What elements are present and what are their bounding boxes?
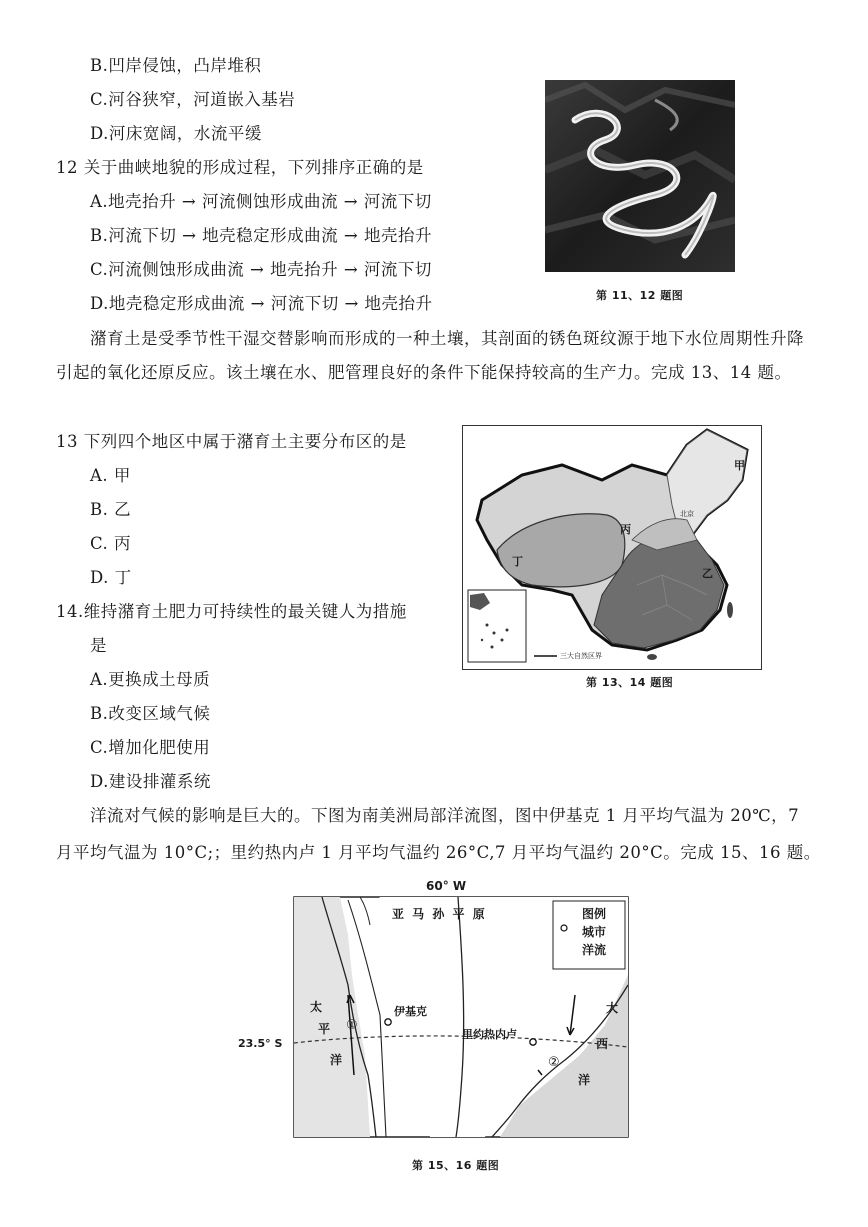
atlantic-label-1: 大 xyxy=(606,1001,619,1015)
q11-option-b: B.凹岸侵蚀，凸岸堆积 xyxy=(90,56,262,75)
q14-option-d: D.建设排灌系统 xyxy=(90,772,211,791)
latitude-label: 23.5° S xyxy=(238,1037,283,1050)
q13-option-d: D. 丁 xyxy=(90,568,132,587)
map-label-bing: 丙 xyxy=(620,523,631,536)
south-america-map xyxy=(230,875,650,1145)
pacific-label-1: 太 xyxy=(310,1000,323,1014)
fig-11-12-caption: 第 11、12 题图 xyxy=(596,289,684,302)
q12-option-a: A.地壳抬升 → 河流侧蚀形成曲流 → 河流下切 xyxy=(90,192,432,211)
q11-option-d: D.河床宽阔，水流平缓 xyxy=(90,124,262,143)
q13-option-a: A. 甲 xyxy=(90,466,131,485)
map-label-ding: 丁 xyxy=(512,555,523,568)
atlantic-label-2: 西 xyxy=(596,1037,609,1051)
map-label-beijing: 北京 xyxy=(680,510,694,518)
current-label-2: ② xyxy=(548,1055,560,1070)
atlantic-label-3: 洋 xyxy=(578,1073,591,1087)
q12-option-c: C.河流侧蚀形成曲流 → 地壳抬升 → 河流下切 xyxy=(90,260,432,279)
q14-option-a: A.更换成土母质 xyxy=(90,670,211,689)
city-label-iquique: 伊基克 xyxy=(394,1005,427,1018)
map-label-yi: 乙 xyxy=(702,567,713,580)
q14-stem-line2: 是 xyxy=(90,636,107,655)
pacific-label-3: 洋 xyxy=(330,1053,343,1067)
legend-current: 洋流 xyxy=(582,943,607,957)
map-label-jia: 甲 xyxy=(734,459,745,472)
q12-option-b: B.河流下切 → 地壳稳定形成曲流 → 地壳抬升 xyxy=(90,226,432,245)
fig-13-14-caption: 第 13、14 题图 xyxy=(586,676,674,689)
pacific-label-2: 平 xyxy=(318,1022,331,1036)
map-legend-boundary: 三大自然区界 xyxy=(560,652,602,660)
region-label-amazon: 亚 马 孙 平 原 xyxy=(392,907,487,921)
q12-option-d: D.地壳稳定形成曲流 → 河流下切 → 地壳抬升 xyxy=(90,294,433,313)
fig-15-16-caption: 第 15、16 题图 xyxy=(412,1159,500,1172)
passage-13-14: 潴育土是受季节性干湿交替影响而形成的一种土壤，其剖面的锈色斑纹源于地下水位周期性升降引起的氧化还原反应。该土壤在水、肥管理良好的条件下能保持较高的生产力。完成 13、14 题。 xyxy=(56,329,804,382)
q14-option-b: B.改变区域气候 xyxy=(90,704,211,723)
city-label-rio: 里约热内卢 xyxy=(462,1028,517,1041)
q14-option-c: C.增加化肥使用 xyxy=(90,738,211,757)
meander-photo xyxy=(545,80,735,272)
meridian-label: 60° W xyxy=(426,879,467,893)
q11-option-c: C.河谷狭窄，河道嵌入基岩 xyxy=(90,90,296,109)
q13-option-b: B. 乙 xyxy=(90,500,132,519)
passage-15-16-line1: 洋流对气候的影响是巨大的。下图为南美洲局部洋流图，图中伊基克 1 月平均气温为 20℃，7 xyxy=(90,806,800,825)
legend-city: 城市 xyxy=(582,925,607,939)
passage-15-16-line2: 月平均气温为 10°C;；里约热内卢 1 月平均气温约 26°C,7 月平均气温约 20°C。完成 15、16 题。 xyxy=(56,843,821,862)
q14-stem-line1: 14.维持潴育土肥力可持续性的最关键人为措施 xyxy=(56,602,407,621)
q13-option-c: C. 丙 xyxy=(90,534,132,553)
legend-title: 图例 xyxy=(582,907,607,921)
q13-stem: 13 下列四个地区中属于潴育土主要分布区的是 xyxy=(56,432,407,451)
china-map xyxy=(462,425,762,670)
q12-stem: 12 关于曲峡地貌的形成过程，下列排序正确的是 xyxy=(56,158,424,177)
current-label-1: ① xyxy=(346,1018,358,1033)
